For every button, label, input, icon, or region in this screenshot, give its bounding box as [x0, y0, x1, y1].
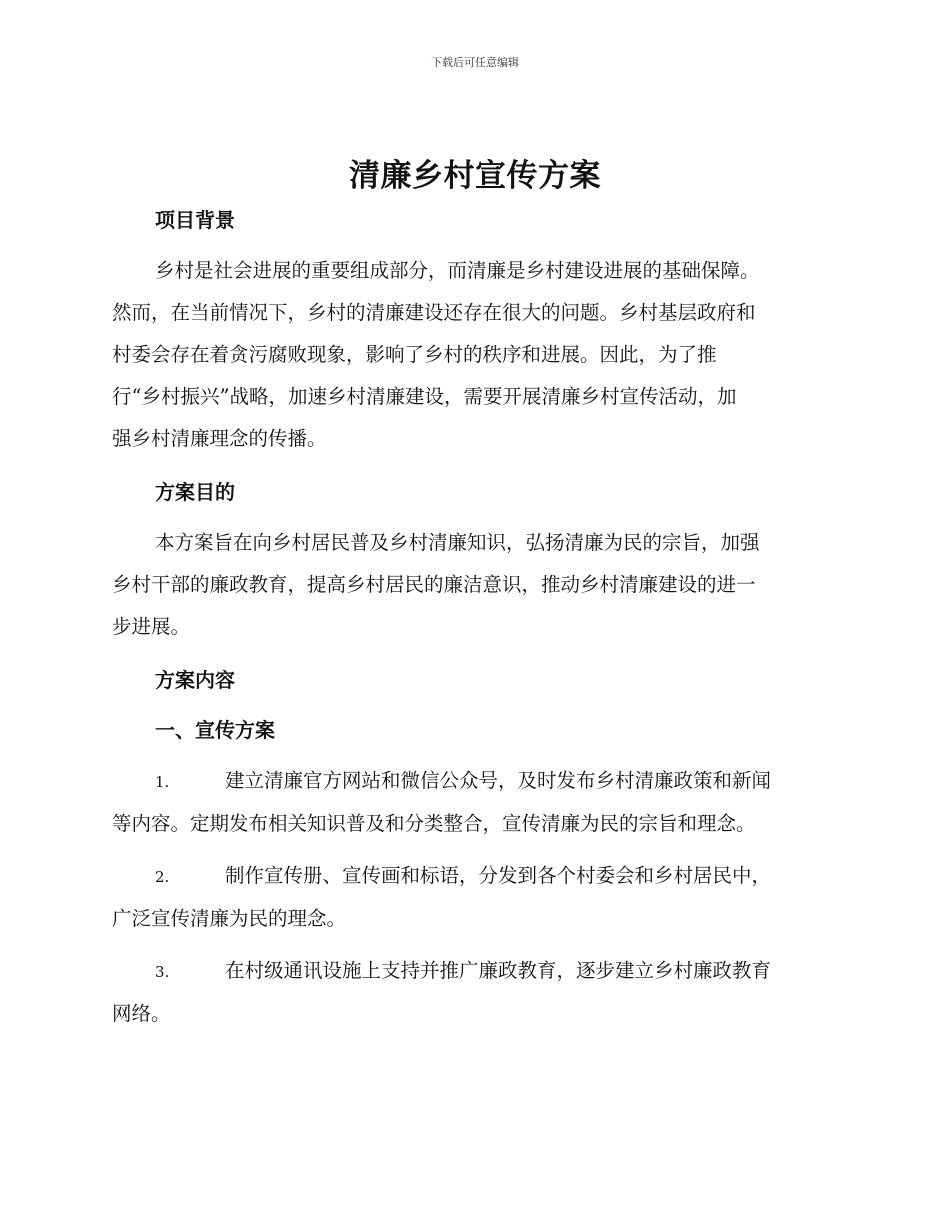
- list-item-number: 2.: [155, 868, 170, 886]
- list-item-continuation: 广泛宣传清廉为民的理念。: [112, 907, 347, 930]
- section-heading-publicity: 一、宣传方案: [155, 718, 275, 742]
- paragraph-line: 行“乡村振兴”战略，加速乡村清廉建设，需要开展清廉乡村宣传活动，加: [112, 385, 737, 408]
- document-title: 清廉乡村宣传方案: [349, 158, 601, 194]
- list-item-number: 3.: [155, 963, 170, 981]
- page-header: 下载后可任意编辑: [431, 56, 519, 69]
- list-item-first-line: [112, 950, 834, 993]
- paragraph-line: 步进展。: [112, 615, 191, 638]
- paragraph-line: 村委会存在着贪污腐败现象，影响了乡村的秩序和进展。因此，为了推: [112, 343, 717, 366]
- list-item-continuation: 等内容。定期发布相关知识普及和分类整合，宣传清廉为民的宗旨和理念。: [112, 812, 756, 835]
- section-heading-background: 项目背景: [155, 208, 235, 232]
- list-item-first-line: [112, 855, 834, 898]
- list-item: [112, 950, 834, 1035]
- section-heading-purpose: 方案目的: [155, 480, 235, 504]
- paragraph-line: 然而，在当前情况下，乡村的清廉建设还存在很大的问题。乡村基层政府和: [112, 301, 756, 324]
- list-item-text: 在村级通讯设施上支持并推广廉政教育，逐步建立乡村廉政教育: [225, 959, 772, 982]
- list-item-number: 1.: [155, 773, 170, 791]
- paragraph-line: 本方案旨在向乡村居民普及乡村清廉知识，弘扬清廉为民的宗旨，加强: [155, 531, 760, 554]
- paragraph-background: [112, 250, 834, 460]
- paragraph-line: 乡村干部的廉政教育，提高乡村居民的廉洁意识，推动乡村清廉建设的进一: [112, 573, 756, 596]
- list-item-continuation: 网络。: [112, 1002, 171, 1025]
- document-body: [112, 200, 834, 1035]
- list-item-text: 制作宣传册、宣传画和标语，分发到各个村委会和乡村居民中，: [225, 864, 772, 887]
- paragraph-line: 乡村是社会进展的重要组成部分，而清廉是乡村建设进展的基础保障。: [155, 259, 760, 282]
- paragraph-line: 强乡村清廉理念的传播。: [112, 427, 327, 450]
- section-heading-content: 方案内容: [155, 668, 235, 692]
- list-item: [112, 855, 834, 940]
- list-item-first-line: [112, 760, 834, 803]
- paragraph-purpose: [112, 522, 834, 648]
- list-item: [112, 760, 834, 845]
- list-item-text: 建立清廉官方网站和微信公众号，及时发布乡村清廉政策和新闻: [225, 769, 772, 792]
